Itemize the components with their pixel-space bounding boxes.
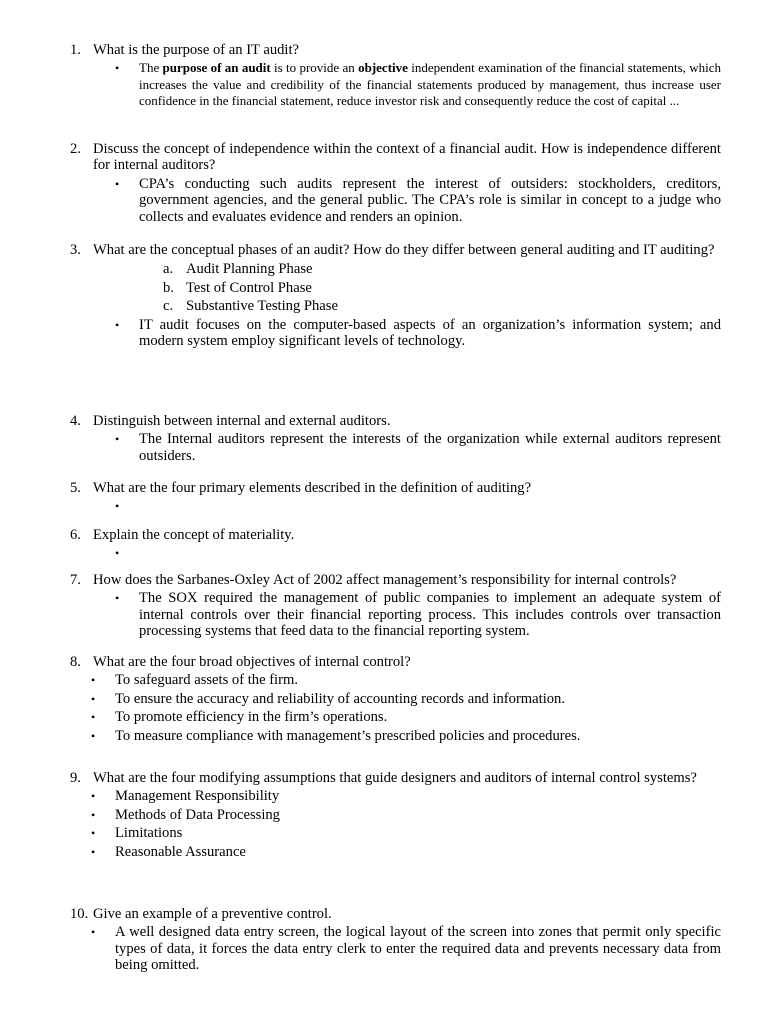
answer-bullet — [0, 317, 768, 350]
question-7 — [0, 572, 768, 640]
question-text: What are the four primary elements described in the definition of auditing? — [93, 480, 532, 496]
list-item: • Methods of Data Processing — [91, 806, 280, 823]
question-8 — [0, 654, 768, 744]
question-number: 8. — [70, 654, 81, 670]
answer-text: The SOX required the management of public companies to implement an adequate system of internal controls over their financial reporting process. This includes controls over transaction processing systems that feed data to the financial reporting system. — [139, 590, 721, 640]
list-item: • A well designed data entry screen, the logical layout of the screen into zones that permit only specific types of data, it forces the data entry clerk to enter the required data and prevents necessary data from being omitted. — [91, 924, 721, 974]
answer-bullet — [0, 590, 768, 639]
answer-text — [139, 498, 721, 514]
question-number: 6. — [70, 527, 81, 543]
question-9 — [0, 770, 768, 860]
question-5 — [0, 480, 768, 515]
bullet-icon: • — [115, 591, 120, 606]
answer-bullet — [0, 545, 768, 561]
answer-text: The purpose of an audit is to provide an objective independent examination of the financial statements, which increases the value and credibility of the financial statements produced by management, thus increase user confidence in the financial statement, reduce investor risk and consequently reduce the cost of capital ... — [139, 60, 721, 109]
question-10 — [0, 906, 768, 974]
bullet-icon: • — [115, 317, 120, 332]
question-number: 2. — [70, 141, 81, 157]
bullet-icon: • — [91, 826, 96, 841]
answer-text — [139, 545, 721, 561]
bullet-icon: • — [91, 807, 96, 822]
question-text: Explain the concept of materiality. — [93, 527, 295, 543]
question-text: How does the Sarbanes-Oxley Act of 2002 affect management’s responsibility for internal controls? — [93, 572, 677, 588]
question-number: 4. — [70, 413, 81, 429]
bullet-icon: • — [91, 673, 96, 688]
bullet-icon: • — [115, 546, 120, 561]
question-3 — [0, 242, 768, 349]
bullet-icon: • — [91, 728, 96, 743]
list-item: • To measure compliance with management’s prescribed policies and procedures. — [91, 727, 581, 744]
question-text: What are the conceptual phases of an audit? How do they differ between general auditing and IT auditing? — [93, 242, 715, 258]
answer-bullet — [0, 60, 768, 109]
bullet-icon: • — [91, 925, 96, 940]
answer-bullet — [0, 431, 768, 464]
answer-text: IT audit focuses on the computer-based aspects of an organization’s information system; and modern system employ significant levels of technology. — [139, 316, 721, 350]
answer-text: The Internal auditors represent the interests of the organization while external auditors represent outsiders. — [139, 431, 721, 464]
question-number: 9. — [70, 770, 81, 786]
answer-bullet — [0, 498, 768, 514]
question-text: What are the four broad objectives of internal control? — [93, 654, 411, 670]
question-2 — [0, 141, 768, 225]
question-1 — [0, 42, 768, 110]
question-number: 1. — [70, 42, 81, 58]
question-text: Distinguish between internal and external auditors. — [93, 413, 391, 429]
phase-item: a. Audit Planning Phase — [163, 261, 313, 278]
bullet-icon: • — [91, 844, 96, 859]
question-text: What are the four modifying assumptions that guide designers and auditors of internal control systems? — [93, 770, 697, 786]
list-item: • Management Responsibility — [91, 788, 280, 805]
question-6 — [0, 527, 768, 562]
bullet-icon: • — [91, 710, 96, 725]
bullet-icon: • — [115, 61, 120, 76]
list-item: • Limitations — [91, 825, 183, 842]
phase-item: c. Substantive Testing Phase — [163, 298, 338, 315]
phase-item: b. Test of Control Phase — [163, 279, 312, 296]
question-text: Discuss the concept of independence within the context of a financial audit. How is independence different for internal auditors? — [93, 141, 721, 174]
question-4 — [0, 413, 768, 464]
list-item: • To promote efficiency in the firm’s operations. — [91, 709, 388, 726]
bullet-icon: • — [115, 499, 120, 514]
question-text: Give an example of a preventive control. — [93, 906, 332, 922]
question-number: 3. — [70, 242, 81, 258]
list-item: • To ensure the accuracy and reliability of accounting records and information. — [91, 690, 565, 707]
answer-bullet — [0, 176, 768, 225]
list-item: • To safeguard assets of the firm. — [91, 672, 298, 689]
bullet-icon: • — [91, 691, 96, 706]
bullet-icon: • — [115, 432, 120, 447]
answer-text: CPA’s conducting such audits represent the interest of outsiders: stockholders, creditors, government agencies, and the general public. The CPA’s role is similar in concept to a judge who collects and evaluates evidence and renders an opinion. — [139, 175, 721, 225]
question-number: 10. — [70, 906, 89, 922]
list-item: • Reasonable Assurance — [91, 843, 246, 860]
question-number: 7. — [70, 572, 81, 588]
question-number: 5. — [70, 480, 81, 496]
bullet-icon: • — [115, 176, 120, 191]
question-text: What is the purpose of an IT audit? — [93, 42, 300, 58]
bullet-icon: • — [91, 789, 96, 804]
